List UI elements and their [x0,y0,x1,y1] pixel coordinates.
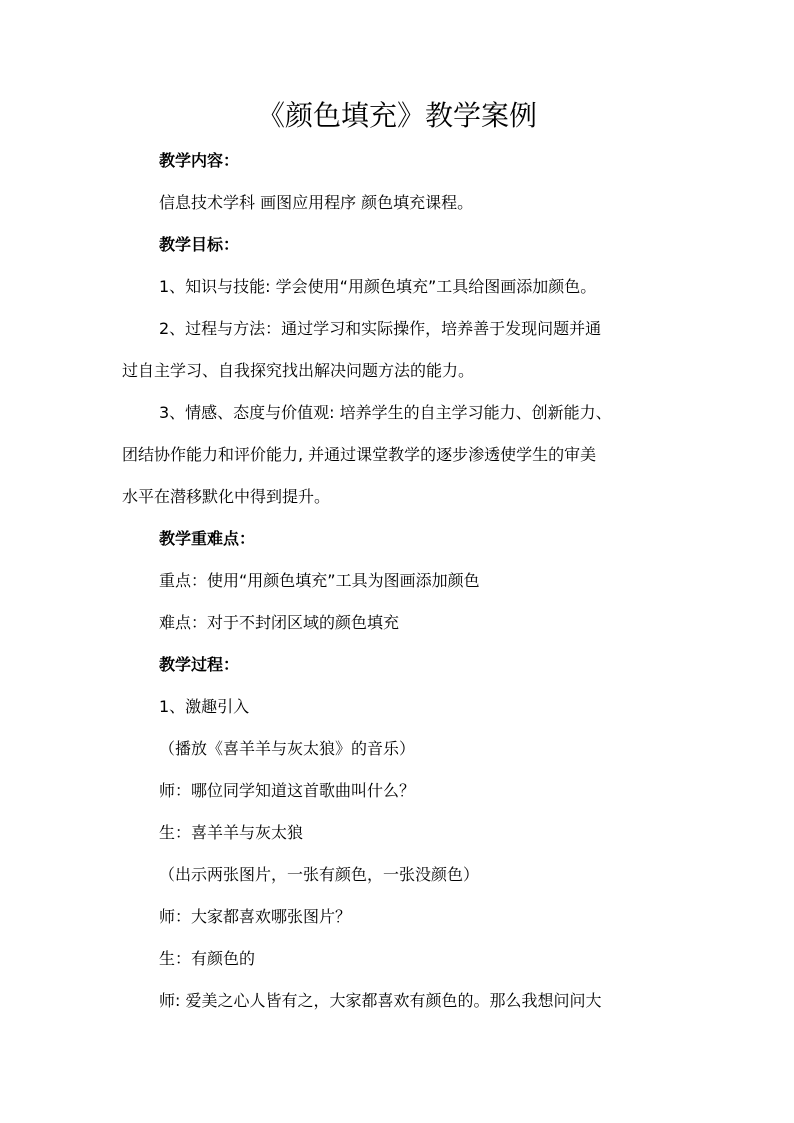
paragraph-line: 过自主学习、自我探究找出解决问题方法的能力。 [122,361,475,380]
section-heading-process: 教学过程： [159,655,240,674]
paragraph-line: 团结协作能力和评价能力, 并通过课堂教学的逐步渗透使学生的审美 [122,445,597,464]
section-heading-objectives: 教学目标： [159,235,240,254]
paragraph-line: （出示两张图片，一张有颜色，一张没颜色） [159,865,480,884]
section-heading-content: 教学内容： [159,151,240,170]
paragraph-line: （播放《喜羊羊与灰太狼》的音乐） [159,739,416,758]
section-heading-key-points: 教学重难点： [159,529,256,548]
paragraph-line: 水平在潜移默化中得到提升。 [122,487,331,506]
paragraph-line: 1、激趣引入 [159,697,250,716]
paragraph-line: 重点：使用“用颜色填充”工具为图画添加颜色 [159,571,480,590]
paragraph-line: 师: 爱美之心人皆有之，大家都喜欢有颜色的。那么我想问问大 [159,991,602,1010]
paragraph-line: 生：有颜色的 [159,949,256,968]
paragraph-line: 1、知识与技能: 学会使用“用颜色填充”工具给图画添加颜色。 [159,277,597,296]
paragraph-line: 生：喜羊羊与灰太狼 [159,823,304,842]
paragraph-line: 难点：对于不封闭区域的颜色填充 [159,613,400,632]
document-title: 《颜色填充》教学案例 [256,99,537,132]
paragraph-line: 信息技术学科 画图应用程序 颜色填充课程。 [159,193,474,212]
paragraph-line: 3、情感、态度与价值观: 培养学生的自主学习能力、创新能力、 [159,403,612,422]
paragraph-line: 2、过程与方法：通过学习和实际操作，培养善于发现问题并通 [159,319,602,338]
paragraph-line: 师：大家都喜欢哪张图片？ [159,907,352,926]
paragraph-line: 师：哪位同学知道这首歌曲叫什么？ [159,781,416,800]
